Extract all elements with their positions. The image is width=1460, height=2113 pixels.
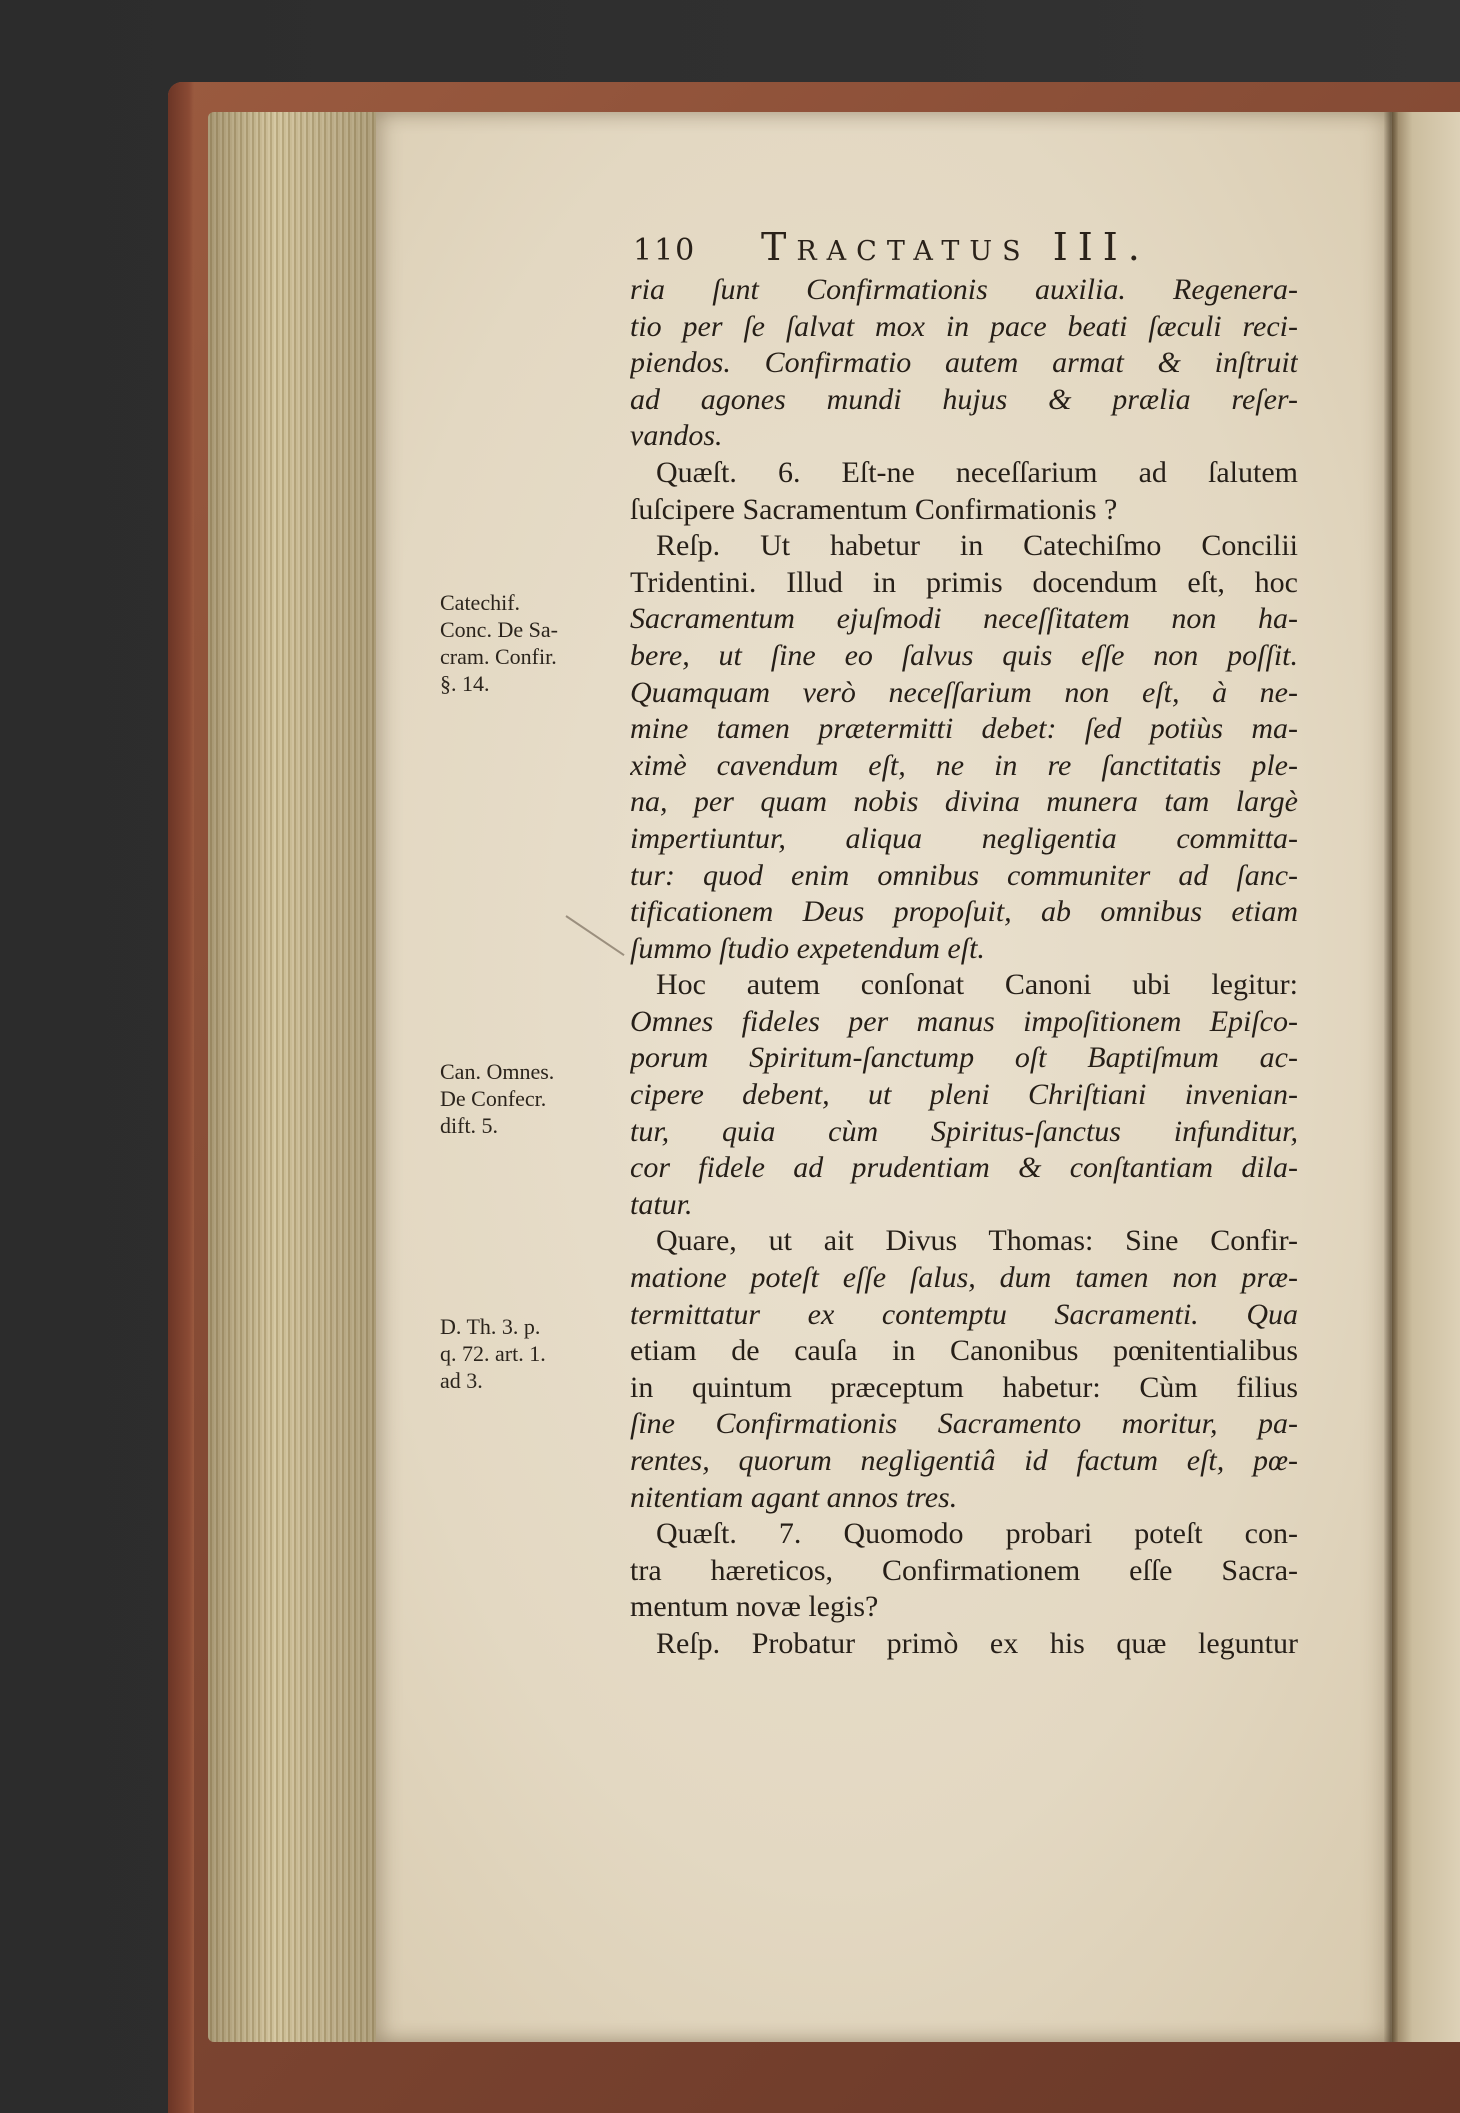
text-line: nitentiam agant annos tres. <box>630 1480 958 1514</box>
margin-note-catechism <box>440 589 620 697</box>
text-line: na, per quam nobis divina munera tam largè <box>630 785 1298 819</box>
text-line: mentum novæ legis? <box>630 1590 879 1624</box>
text-line: mine tamen prætermitti debet: ſed potiùs ma- <box>630 712 1298 746</box>
margin-note-canon <box>440 1058 620 1139</box>
margin-note-line: §. 14. <box>440 671 490 696</box>
text-line: bere, ut ſine eo ſalvus quis eſſe non poſſit. <box>630 638 1298 672</box>
text-line: ad agones mundi hujus & prælia reſer- <box>630 382 1298 416</box>
text-line: tio per ſe ſalvat mox in pace beati ſæculi reci- <box>630 309 1298 343</box>
margin-note-line: dift. 5. <box>440 1113 499 1138</box>
text-line: ſummo ſtudio expetendum eſt. <box>630 931 985 965</box>
text-line: impertiuntur, aliqua negligentia committa- <box>630 821 1298 855</box>
gutter-shadow <box>1384 112 1398 2042</box>
body-text <box>630 272 1298 1663</box>
text-line: in quintum præceptum habetur: Cùm filius <box>630 1370 1298 1404</box>
text-line: matione poteſt eſſe ſalus, dum tamen non præ- <box>630 1261 1298 1295</box>
text-line: Omnes fideles per manus impoſitionem Epiſco- <box>630 1004 1298 1038</box>
margin-note-thomas <box>440 1313 620 1394</box>
text-line: piendos. Confirmatio autem armat & inſtruit <box>630 346 1298 380</box>
text-line: tificationem Deus propoſuit, ab omnibus etiam <box>630 895 1298 929</box>
text-line: Quamquam verò neceſſarium non eſt, à ne- <box>630 675 1298 709</box>
margin-note-line: D. Th. 3. p. <box>440 1314 541 1339</box>
text-line: rentes, quorum negligentiâ id factum eſt, pœ- <box>630 1444 1298 1477</box>
text-line: tra hæreticos, Confirmationem eſſe Sacra- <box>630 1553 1298 1587</box>
running-title: Tractatus III. <box>761 225 1150 269</box>
cover-edge <box>168 82 194 2113</box>
text-line: porum Spiritum-ſanctump oſt Baptiſmum ac- <box>630 1041 1298 1075</box>
text-line: Reſp. Probatur primò ex his quæ leguntur <box>656 1626 1298 1660</box>
text-line: Tridentini. Illud in primis docendum eſt, hoc <box>630 565 1298 599</box>
text-line: tatur. <box>630 1187 693 1221</box>
text-line: ſuſcipere Sacramentum Confirmationis ? <box>630 492 1118 526</box>
page-number: 110 <box>633 233 697 268</box>
margin-note-line: cram. Confir. <box>440 644 557 669</box>
margin-note-line: De Confecr. <box>440 1086 547 1111</box>
text-line: ximè cavendum eſt, ne in re ſanctitatis ple- <box>630 748 1298 782</box>
page-edges-shade <box>208 112 376 2042</box>
text-line: termittatur ex contemptu Sacramenti. Qua <box>630 1297 1298 1331</box>
text-line: Hoc autem conſonat Canoni ubi legitur: <box>656 968 1298 1002</box>
margin-note-line: q. 72. art. 1. <box>440 1341 546 1366</box>
facing-page-edge <box>1392 112 1460 2042</box>
text-line: Reſp. Ut habetur in Catechiſmo Concilii <box>656 529 1298 563</box>
page-header <box>633 225 1273 277</box>
text-line: etiam de cauſa in Canonibus pœnitentialibus <box>630 1334 1298 1368</box>
text-line: Quæſt. 6. Eſt-ne neceſſarium ad ſalutem <box>656 455 1298 489</box>
text-line: ſine Confirmationis Sacramento moritur, pa- <box>630 1407 1298 1441</box>
text-line: tur: quod enim omnibus communiter ad ſanc- <box>630 858 1298 892</box>
text-line: cipere debent, ut pleni Chriſtiani invenian- <box>630 1078 1298 1112</box>
margin-note-line: ad 3. <box>440 1368 483 1393</box>
text-line: ria ſunt Confirmationis auxilia. Regenera- <box>630 273 1298 306</box>
margin-note-line: Catechif. <box>440 590 521 615</box>
text-line: tur, quia cùm Spiritus-ſanctus infunditur, <box>630 1114 1298 1148</box>
text-line: Sacramentum ejuſmodi neceſſitatem non ha- <box>630 602 1298 636</box>
text-line: Quare, ut ait Divus Thomas: Sine Confir- <box>656 1224 1298 1258</box>
text-line: Quæſt. 7. Quomodo probari poteſt con- <box>656 1517 1298 1551</box>
text-line: cor fidele ad prudentiam & conſtantiam dila- <box>630 1151 1298 1185</box>
text-line: vandos. <box>630 419 723 453</box>
margin-note-line: Conc. De Sa- <box>440 617 558 642</box>
margin-note-line: Can. Omnes. <box>440 1059 555 1084</box>
